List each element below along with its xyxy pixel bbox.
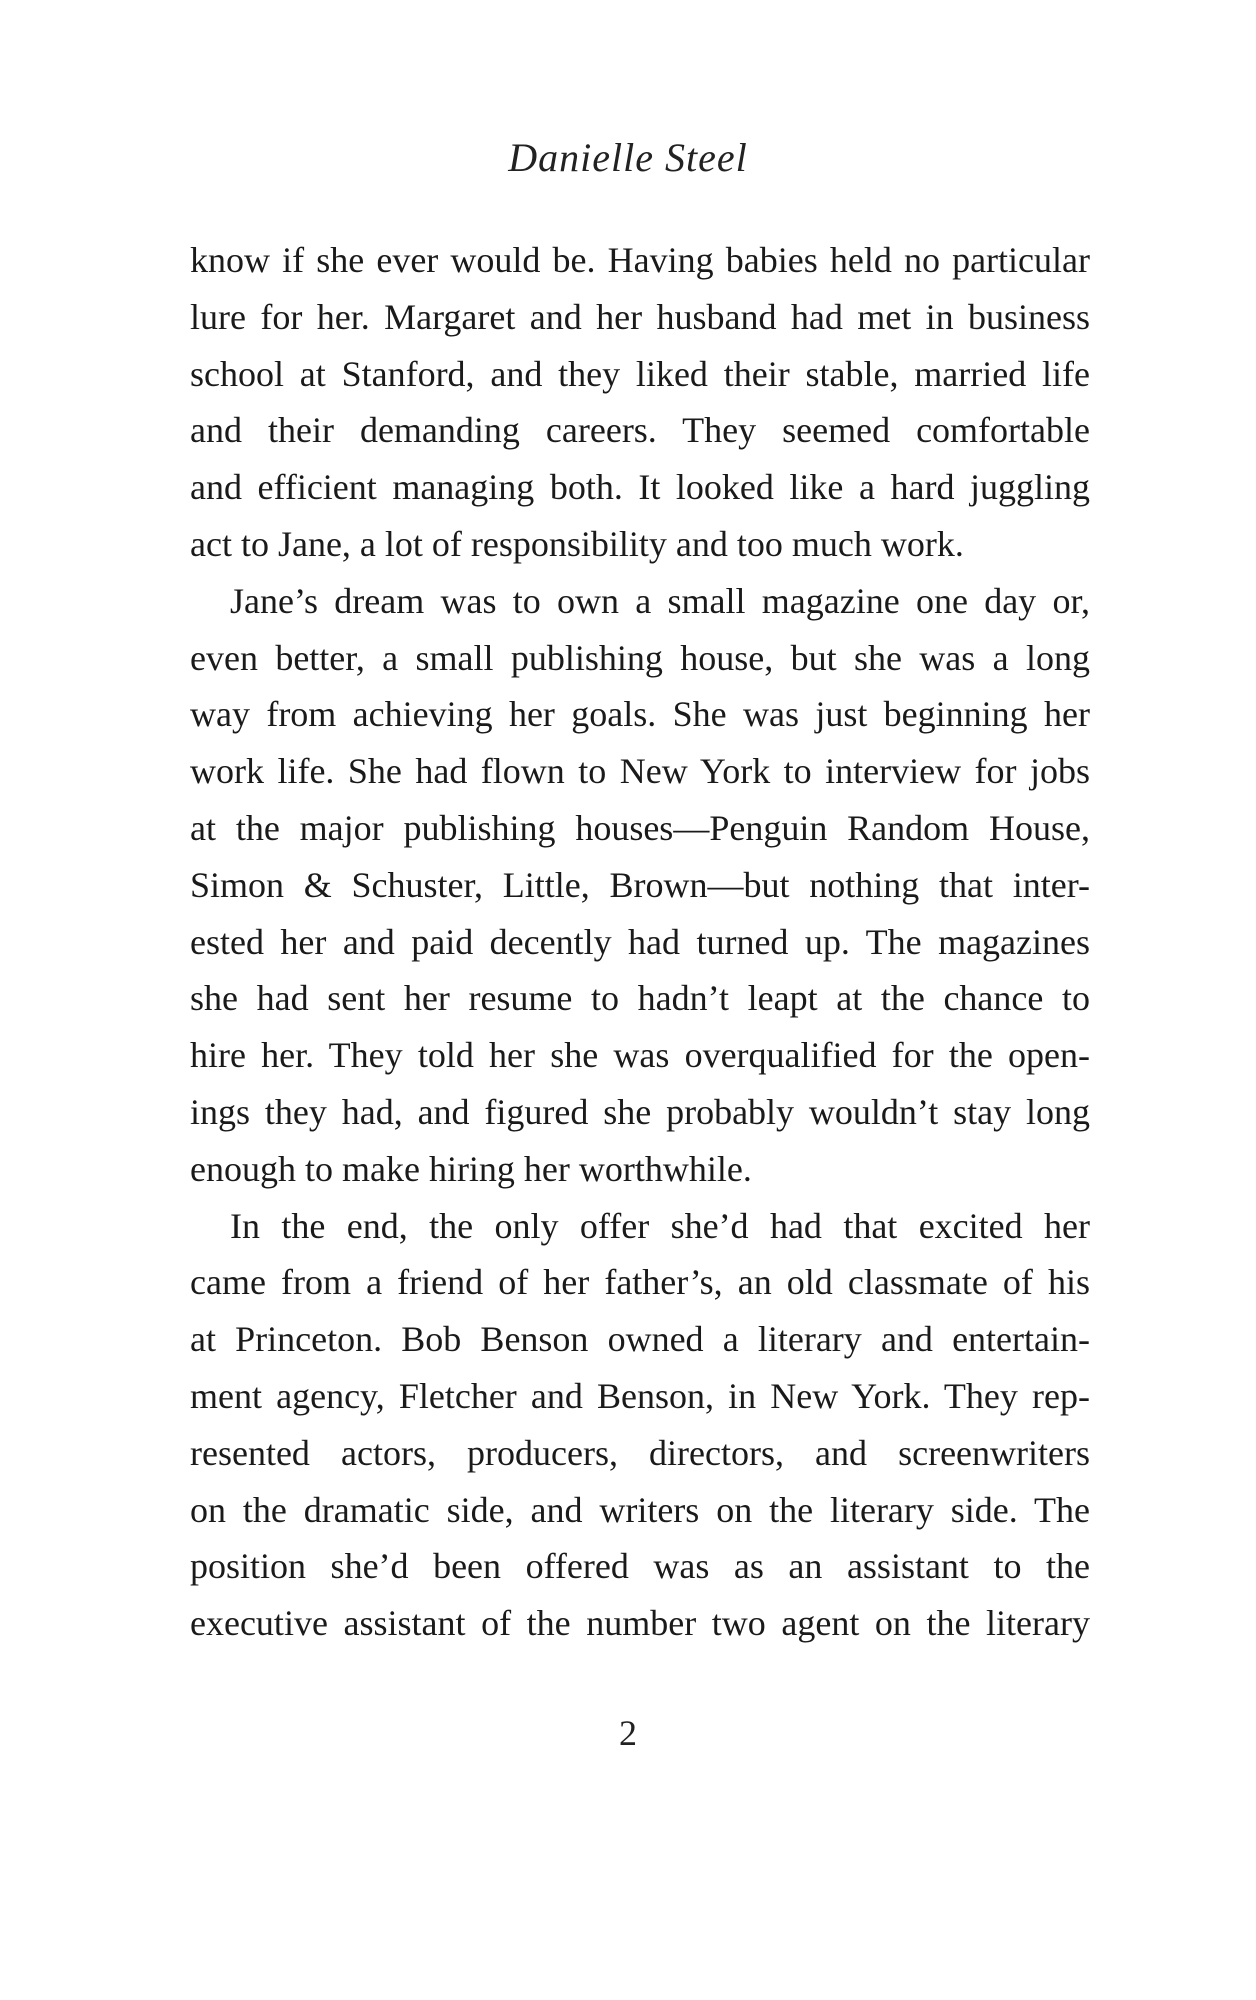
text-line: Simon & Schuster, Little, Brown—but nothing that inter-	[190, 864, 1090, 905]
text-line: lure for her. Margaret and her husband had met in business	[190, 296, 1090, 337]
text-line: and efficient managing both. It looked like a hard juggling	[190, 467, 1090, 508]
text-line: even better, a small publishing house, but she was a long	[190, 637, 1090, 678]
text-line: at Princeton. Bob Benson owned a literary and entertain-	[190, 1319, 1090, 1360]
text-line: hire her. They told her she was overqualified for the open-	[190, 1035, 1090, 1076]
text-line: came from a friend of her father’s, an old classmate of his	[190, 1262, 1090, 1303]
text-line: Jane’s dream was to own a small magazine one day or,	[230, 580, 1090, 621]
body-text	[190, 232, 1090, 1652]
text-line: school at Stanford, and they liked their stable, married life	[190, 353, 1090, 394]
text-line: ested her and paid decently had turned up. The magazines	[190, 921, 1090, 962]
text-line: she had sent her resume to hadn’t leapt at the chance to	[190, 978, 1090, 1019]
paragraph-3	[190, 1198, 1090, 1652]
text-line: on the dramatic side, and writers on the literary side. The	[190, 1489, 1090, 1530]
text-line: work life. She had flown to New York to interview for jobs	[190, 751, 1090, 792]
paragraph-2	[190, 573, 1090, 1198]
text-line: act to Jane, a lot of responsibility and too much work.	[190, 523, 964, 564]
text-line: In the end, the only offer she’d had that excited her	[230, 1205, 1090, 1246]
page-number: 2	[619, 1713, 637, 1753]
text-line: way from achieving her goals. She was just beginning her	[190, 694, 1090, 735]
paragraph-1	[190, 232, 1090, 573]
text-line: ment agency, Fletcher and Benson, in New York. They rep-	[190, 1375, 1090, 1416]
text-line: ings they had, and figured she probably wouldn’t stay long	[190, 1091, 1090, 1132]
text-line: know if she ever would be. Having babies held no particular	[190, 240, 1090, 280]
text-line: and their demanding careers. They seemed comfortable	[190, 410, 1090, 451]
text-line: executive assistant of the number two agent on the literary	[190, 1603, 1090, 1644]
text-line: position she’d been offered was as an assistant to the	[190, 1546, 1090, 1587]
text-line: at the major publishing houses—Penguin Random House,	[190, 807, 1090, 848]
text-line: resented actors, producers, directors, and screenwriters	[190, 1432, 1090, 1473]
text-line: enough to make hiring her worthwhile.	[190, 1148, 752, 1189]
running-head: Danielle Steel	[508, 135, 748, 180]
